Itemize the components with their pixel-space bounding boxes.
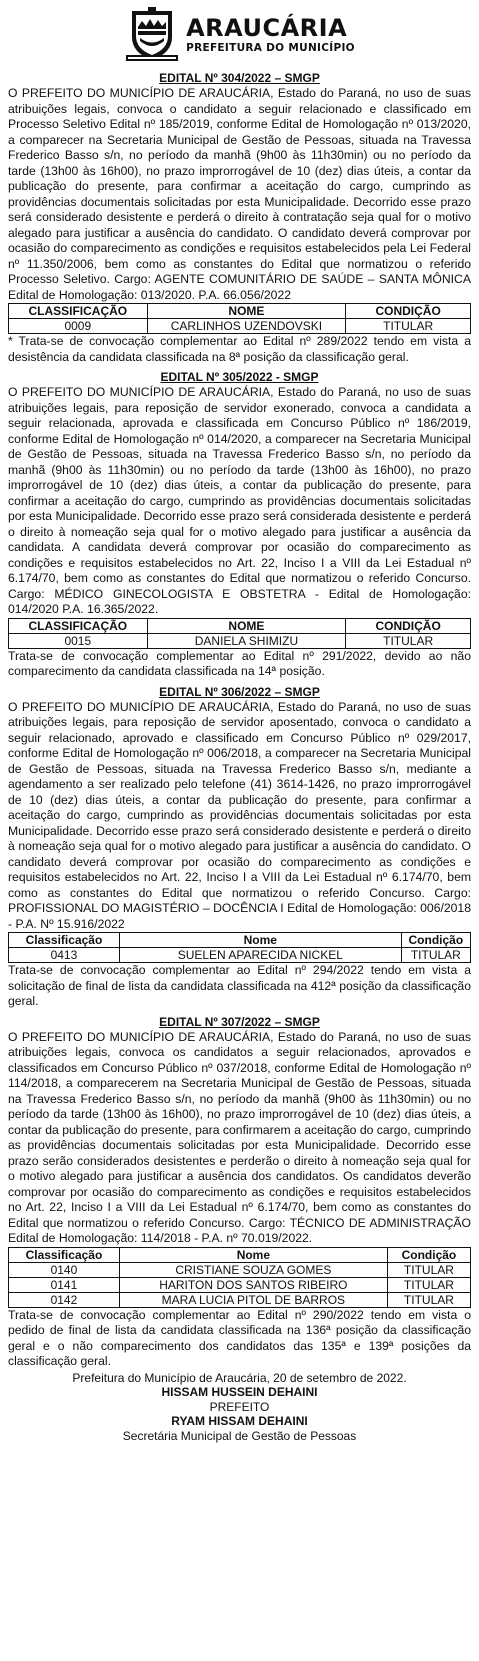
edital-title: EDITAL Nº 307/2022 – SMGP: [159, 1014, 320, 1029]
brand-subtitle: PREFEITURA DO MUNICÍPIO: [186, 42, 355, 54]
signer-role: PREFEITO: [209, 1399, 270, 1414]
condition-cell: TITULAR: [346, 319, 471, 334]
column-header: Nome: [119, 1247, 387, 1262]
table-row: [9, 1292, 471, 1307]
classification-cell: 0009: [9, 319, 148, 334]
edital-305: [8, 370, 471, 680]
condition-cell: TITULAR: [346, 633, 471, 648]
edital-note: * Trata-se de convocação complementar ao Edital nº 289/2022 tendo em vista a desistência da candidata classificada na 8ª posição da classificação geral.: [8, 334, 471, 364]
condition-cell: TITULAR: [387, 1277, 470, 1292]
place-date: Prefeitura do Município de Araucária, 20 de setembro de 2022.: [72, 1370, 407, 1385]
publication-page: [8, 0, 471, 1443]
candidate-table: [8, 303, 471, 334]
brand: [186, 16, 355, 54]
edital-body: O PREFEITO DO MUNICÍPIO DE ARAUCÁRIA, Estado do Paraná, no uso de suas atribuições legais, para reposição de servidor aposentado, convoca o candidato a seguir relacionado, aprovado e classificado em Concurso Público nº 029/2017, conforme Edital de Homologação nº 006/2018, a comparecer na Secretaria Municipal de Gestão de Pessoas, situada na Travessa Frederico Basso s/n, mediante a agendamento a ser realizado pelo telefone (41) 3614-1426, no prazo improrrogável de 10 (dez) dias úteis, a contar da publicação do presente, para confirmar a aceitação do cargo, cumprindo as providências documentais solicitadas por esta Municipalidade. Decorrido esse prazo será considerado desistente e perderá o direito à nomeação seja qual for o motivo alegado para justificar a ausência do candidato. O candidato deverá comprovar por ocasião do comparecimento as condições e requisitos estabelecidos no Art. 22, Inciso I a VIII da Lei Estadual nº 6.174/70, bem como as constantes do Edital que normatizou o referido Concurso. Cargo: PROFISSIONAL DO MAGISTÉRIO – DOCÊNCIA I Edital de Homologação: 006/2018 - P.A. Nº 15.916/2022: [8, 699, 471, 931]
masthead: [8, 4, 471, 66]
candidate-table: [8, 618, 471, 649]
edital-title: EDITAL Nº 305/2022 - SMGP: [160, 370, 319, 384]
edital-note: Trata-se de convocação complementar ao Edital nº 291/2022, devido ao não comparecimento da candidata classificada na 14ª posição.: [8, 648, 471, 678]
table-row: [9, 1262, 471, 1277]
classification-cell: 0015: [9, 633, 148, 648]
column-header: NOME: [147, 304, 346, 319]
classification-cell: 0141: [9, 1277, 120, 1292]
classification-cell: 0140: [9, 1262, 120, 1277]
signer-name: HISSAM HUSSEIN DEHAINI: [161, 1385, 318, 1399]
name-cell: HARITON DOS SANTOS RIBEIRO: [119, 1277, 387, 1292]
municipal-coat-of-arms: [124, 7, 180, 63]
column-header: Condição: [387, 1247, 470, 1262]
column-header: CLASSIFICAÇÃO: [9, 618, 148, 633]
name-cell: MARA LUCIA PITOL DE BARROS: [119, 1292, 387, 1307]
column-header: CONDIÇÃO: [346, 618, 471, 633]
column-header: CLASSIFICAÇÃO: [9, 304, 148, 319]
column-header: Classificação: [9, 1247, 120, 1262]
edital-note: Trata-se de convocação complementar ao Edital nº 290/2022 tendo em vista o pedido de final de lista da candidata classificada na 136ª posição da classificação geral e o não comparecimento dos candidatos das 135ª e 139ª posições da classificação geral.: [8, 1307, 471, 1368]
table-row: [9, 633, 471, 648]
table-row: [9, 319, 471, 334]
edital-title: EDITAL Nº 304/2022 – SMGP: [159, 71, 320, 85]
brand-name: ARAUCÁRIA: [186, 14, 348, 42]
edital-306: [8, 685, 471, 1010]
table-row: [9, 948, 471, 963]
condition-cell: TITULAR: [387, 1292, 470, 1307]
column-header: Classificação: [9, 933, 120, 948]
signature-block: [8, 1371, 471, 1444]
candidate-table: [8, 1247, 471, 1308]
edital-body: O PREFEITO DO MUNICÍPIO DE ARAUCÁRIA, Estado do Paraná, no uso de suas atribuições legais, convoca os candidatos a seguir relacionados, aprovados e classificados em Concurso Público nº 037/2018, conforme Edital de Homologação nº 114/2018, a comparecerem na Secretaria Municipal de Gestão de Pessoas, situada na Travessa Frederico Basso s/n, no período da manhã (9h00 às 11h30min) ou no período da tarde (13h00 às 16h00), no prazo improrrogável de 10 (dez) dias úteis, a contar da publicação do presente, para confirmarem a aceitação do cargo, cumprindo as providências documentais solicitadas por esta Municipalidade. Decorrido esse prazo serão considerados desistentes e perderão o direito à nomeação seja qual for o motivo alegado para justificar a ausência dos candidatos. Os candidatos deverão comprovar por ocasião do comparecimento as condições e requisitos estabelecidos no Art. 22, Inciso I a VIII da Lei Estadual nº 6.174/70, bem como as constantes do Edital que normatizou o referido Concurso. Cargo: TÉCNICO DE ADMINISTRAÇÃO Edital de Homologação: 114/2018 - P.A. nº 70.019/2022.: [8, 1029, 471, 1245]
name-cell: CRISTIANE SOUZA GOMES: [119, 1262, 387, 1277]
column-header: NOME: [147, 618, 346, 633]
candidate-table: [8, 932, 471, 963]
edital-title: EDITAL Nº 306/2022 – SMGP: [159, 684, 320, 699]
column-header: Nome: [119, 933, 401, 948]
edital-note: Trata-se de convocação complementar ao Edital nº 294/2022 tendo em vista a solicitação de final de lista da candidata classificada na 412ª posição da classificação geral.: [8, 963, 471, 1008]
name-cell: CARLINHOS UZENDOVSKI: [147, 319, 346, 334]
signer-name: RYAM HISSAM DEHAINI: [171, 1414, 308, 1428]
name-cell: SUELEN APARECIDA NICKEL: [119, 948, 401, 963]
signer-role: Secretária Municipal de Gestão de Pessoas: [122, 1428, 357, 1443]
name-cell: DANIELA SHIMIZU: [147, 633, 346, 648]
classification-cell: 0413: [9, 948, 120, 963]
column-header: Condição: [401, 933, 470, 948]
edital-body: O PREFEITO DO MUNICÍPIO DE ARAUCÁRIA, Estado do Paraná, no uso de suas atribuições legais, convoca o candidato a seguir relacionado e classificado em Processo Seletivo Edital nº 185/2019, conforme Edital de Homologação nº 013/2020, a comparecer na Secretaria Municipal de Gestão de Pessoas, situada na Travessa Frederico Basso s/n, no período da manhã (9h00 às 11h30min) ou no período da tarde (13h00 às 16h00), no prazo improrrogável de 10 (dez) dias úteis, a contar da publicação do presente, para confirmar a aceitação do cargo, cumprindo as providências documentais solicitadas por esta Municipalidade. Decorrido esse prazo será considerado desistente e perderá o direito à contratação seja qual for o motivo alegado para justificar a ausência do candidato. O candidato deverá comprovar por ocasião do comparecimento as condições e requisitos estabelecidos pela Lei Federal nº 11.350/2006, bem como as constantes do Edital que normatizou o referido Processo Seletivo. Cargo: AGENTE COMUNITÁRIO DE SAÚDE – SANTA MÔNICA Edital de Homologação: 013/2020. P.A. 66.056/2022: [8, 86, 471, 302]
column-header: CONDIÇÃO: [346, 304, 471, 319]
edital-304: [8, 71, 471, 365]
table-row: [9, 1277, 471, 1292]
condition-cell: TITULAR: [401, 948, 470, 963]
edital-body: O PREFEITO DO MUNICÍPIO DE ARAUCÁRIA, Estado do Paraná, no uso de suas atribuições legais, para reposição de servidor exonerado, convoca a candidata a seguir relacionada, aprovada e classificada em Concurso Público nº 186/2019, conforme Edital de Homologação nº 014/2020, a comparecer na Secretaria Municipal de Gestão de Pessoas, situada na Travessa Frederico Basso s/n, no período da manhã (9h00 às 11h30min) ou no período da tarde (13h00 às 16h00), no prazo improrrogável de 10 (dez) dias úteis, a contar da publicação do presente, para confirmar a aceitação do cargo, cumprindo as providências documentais solicitadas por esta Municipalidade. Decorrido esse prazo será considerada desistente e perderá o direito à nomeação seja qual for o motivo alegado para justificar a ausência da candidata. A candidata deverá comprovar por ocasião do comparecimento as condições e requisitos estabelecidos no Art. 22, Inciso I a VIII da Lei Estadual nº 6.174/70, bem como as constantes do Edital que normatizou o referido Concurso. Cargo: MÉDICO GINECOLOGISTA E OBSTETRA - Edital de Homologação: 014/2020 P.A. 16.365/2022.: [8, 385, 471, 616]
edital-307: [8, 1015, 471, 1370]
condition-cell: TITULAR: [387, 1262, 470, 1277]
classification-cell: 0142: [9, 1292, 120, 1307]
